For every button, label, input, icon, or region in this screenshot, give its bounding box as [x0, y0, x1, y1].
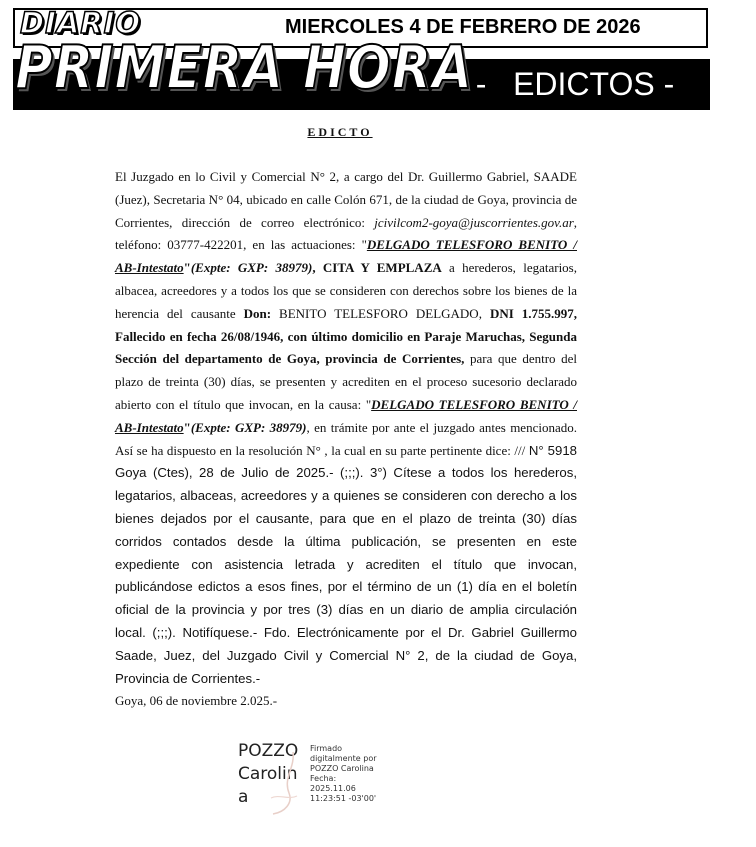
edict-paragraph	[115, 166, 577, 690]
signature-name-line: POZZO	[238, 741, 299, 761]
signature-name-line: a	[238, 787, 249, 807]
closing-date: Goya, 06 de noviembre 2.025.-	[115, 693, 278, 709]
don-label: Don:	[243, 305, 272, 321]
signature-meta-line: 2025.11.06	[310, 784, 356, 793]
signature-meta-line: Firmado	[310, 744, 343, 753]
signature-meta-line: 11:23:51 -03'00'	[310, 794, 377, 803]
signature-meta-line: Fecha:	[310, 774, 337, 783]
decedent-details: DNI 1.755.997, Fallecido en fecha 26/08/1946, con último domicilio en Paraje Maruchas, Segunda Sección del departamento de Goya, provincia de Corrientes,	[115, 305, 578, 367]
case-number-2: (Expte: GXP: 38979)	[190, 419, 307, 435]
text-span: a herederos, legatarios, albacea, acreedores y a todos los que se consideren con derechos sobre los bienes de la herencia del causante	[115, 260, 577, 321]
logo-primera-hora: PRIMERA HORA	[15, 33, 474, 103]
text-span: "	[183, 260, 191, 276]
text-span: El Juzgado en lo Civil y Comercial N° 2, a cargo del Dr. Guillermo Gabriel, SAADE (Juez), Secretaria N° 04, ubicado en calle Colón 671, de la ciudad de Goya, provincia de Corrientes, dirección de correo electrónico:	[115, 169, 577, 230]
signature-name-line: Carolin	[238, 764, 298, 784]
section-label: - EDICTOS -	[475, 66, 675, 102]
doc-title: EDICTO	[307, 125, 373, 139]
decedent-name: BENITO TELESFORO DELGADO,	[271, 305, 490, 321]
signature-meta-line: POZZO Carolina	[310, 764, 374, 773]
newspaper-header	[0, 0, 756, 112]
text-span: ,	[312, 260, 323, 276]
signature-flourish-icon	[265, 748, 305, 818]
case-name: DELGADO TELESFORO BENITO / AB-Intestato	[115, 237, 577, 276]
signature-meta-line: digitalmente por	[310, 754, 377, 763]
cita-emplaza: CITA Y EMPLAZA	[322, 260, 442, 276]
case-name-2: DELGADO TELESFORO BENITO / AB-Intestato	[115, 396, 577, 435]
resolution-text: N° 5918 Goya (Ctes), 28 de Julio de 2025.- (;;;). 3°) Cítese a todos los herederos, legatarios, albaceas, acreedores y a quienes se consideren con derecho a los bienes dejados por el causante, para que en el plazo de treinta (30) días corridos contados desde la última publicación, se presenten en este expediente con asistencia letrada y acrediten el título que invocan, publicándose edictos a esos fines, por el término de un (1) día en el boletín oficial de la provincia y por tres (3) días en un diario de amplia circulación local. (;;;). Notifíquese.- Fdo. Electrónicamente por el Dr. Gabriel Guillermo Saade, Juez, del Juzgado Civil y Comercial N° 2, de la ciudad de Goya, Provincia de Corrientes.-	[115, 442, 577, 686]
signature-metadata	[310, 744, 377, 804]
court-email: jcivilcom2-goya@juscorrientes.gov.ar	[374, 214, 574, 230]
logo-diario: DIARIO	[20, 6, 142, 40]
text-span: "	[183, 419, 191, 435]
text-span: para que dentro del plazo de treinta (30) días, se presenten y acrediten en el proceso sucesorio declarado abierto con el título que invocan, en la causa: "	[115, 351, 577, 412]
edict-body	[115, 166, 577, 713]
text-span: , en trámite por ante el juzgado antes mencionado. Así se ha dispuesto en la resolución N° , la cual en su parte pertinente dice: ///	[115, 419, 577, 458]
publication-date: MIERCOLES 4 DE FEBRERO DE 2026	[285, 16, 641, 38]
case-number: (Expte: GXP: 38979)	[190, 260, 313, 276]
text-span: , teléfono: 03777-422201, en las actuaciones: "	[115, 214, 577, 253]
